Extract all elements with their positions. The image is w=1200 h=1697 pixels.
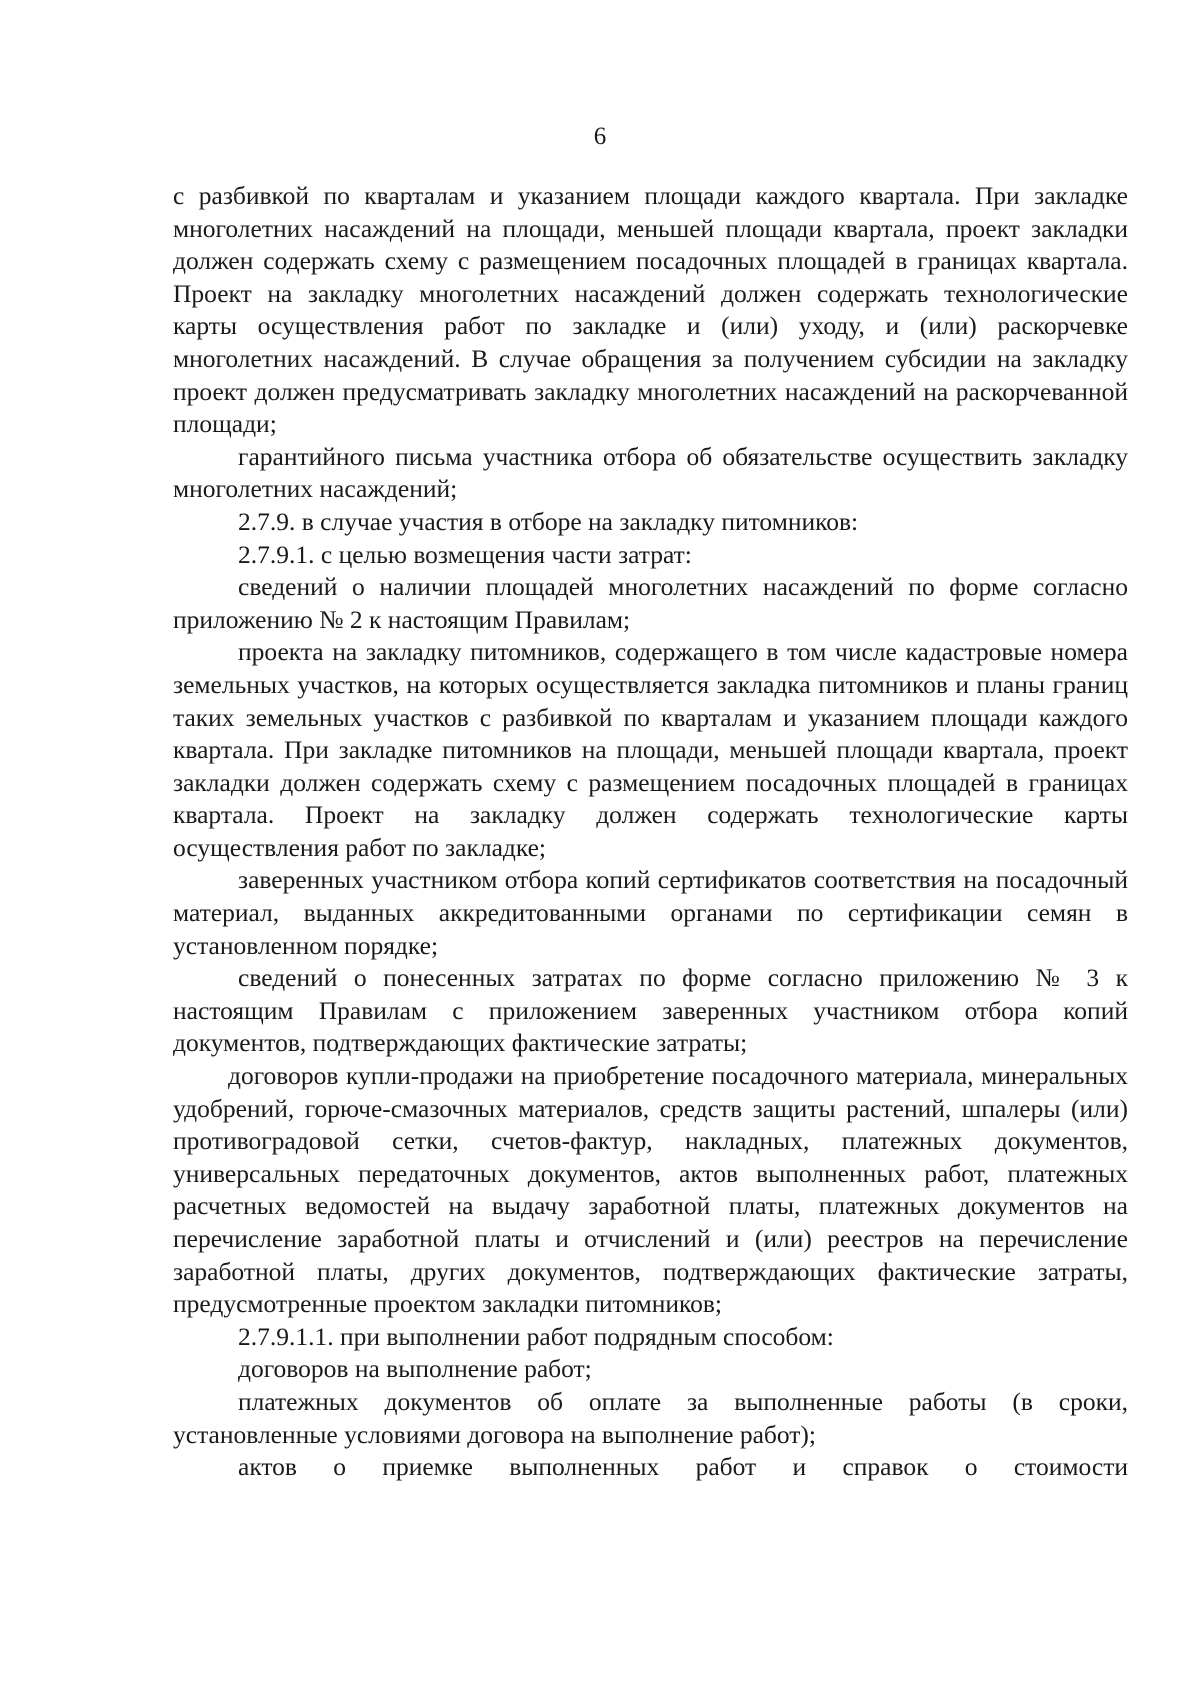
paragraph-clause-2-7-9-1-1: 2.7.9.1.1. при выполнении работ подрядным способом: [238, 1321, 834, 1351]
paragraph-guarantee-letter: гарантийного письма участника отбора об обязательстве осуществить закладку многолетних насаждений; [173, 441, 1128, 504]
paragraph-work-contracts: договоров на выполнение работ; [238, 1354, 592, 1384]
paragraph-continuation: с разбивкой по кварталам и указанием площади каждого квартала. При закладке многолетних насаждений на площади, меньшей площади квартала, проект закладки должен содержать схему с размещением посадочных площадей в границах квартала. Проект на закладку многолетних насаждений должен содержать технологические карты осуществления работ по закладке и (или) уходу, и (или) раскорчевке многолетних насаждений. В случае обращения за получением субсидии на закладку проект должен предусматривать закладку многолетних насаждений на раскорчеванной площади; [173, 181, 1128, 439]
document-body [173, 180, 1128, 1484]
paragraph-expenses-info: сведений о понесенных затратах по форме согласно приложению № 3 к настоящим Правилам с приложением заверенных участником отбора копий документов, подтверждающих фактические затраты; [173, 963, 1128, 1058]
paragraph-area-info: сведений о наличии площадей многолетних насаждений по форме согласно приложению № 2 к настоящим Правилам; [173, 572, 1128, 634]
paragraph-purchase-contracts: договоров купли-продажи на приобретение посадочного материала, минеральных удобрений, горюче-смазочных материалов, средств защиты растений, шпалеры (или) противоградовой сетки, счетов-фактур, накладных, платежных документов, универсальных передаточных документов, актов выполненных работ, платежных расчетных ведомостей на выдачу заработной платы, платежных документов на перечисление заработной платы и отчислений и (или) реестров на перечисление заработной платы, других документов, подтверждающих фактические затраты, предусмотренные проектом закладки питомников; [173, 1061, 1128, 1319]
paragraph-nursery-project: проекта на закладку питомников, содержащего в том числе кадастровые номера земельных участков, на которых осуществляется закладка питомников и планы границ таких земельных участков с разбивкой по кварталам и указанием площади каждого квартала. При закладке питомников на площади, меньшей площади квартала, проект закладки должен содержать схему с размещением посадочных площадей в границах квартала. Проект на закладку должен содержать технологические карты осуществления работ по закладке; [173, 637, 1128, 862]
paragraph-clause-2-7-9: 2.7.9. в случае участия в отборе на закладку питомников: [238, 506, 859, 536]
paragraph-payment-documents: платежных документов об оплате за выполненные работы (в сроки, установленные условиями договора на выполнение работ); [173, 1386, 1128, 1449]
page-number: 6 [593, 123, 607, 150]
paragraph-acceptance-acts: актов о приемке выполненных работ и справок о стоимости [238, 1452, 1128, 1482]
paragraph-certificates: заверенных участником отбора копий сертификатов соответствия на посадочный материал, выданных аккредитованными органами по сертификации семян в установленном порядке; [173, 865, 1128, 960]
paragraph-clause-2-7-9-1: 2.7.9.1. с целью возмещения части затрат: [238, 539, 692, 569]
